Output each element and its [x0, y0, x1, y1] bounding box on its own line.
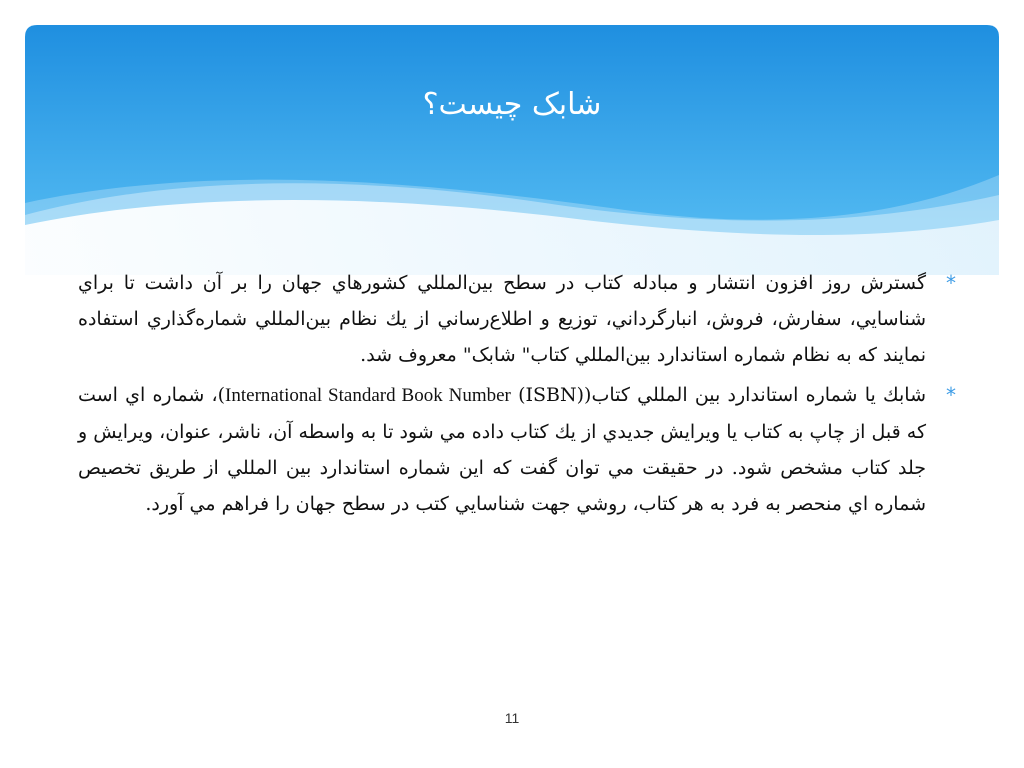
slide-title: شابک چیست؟: [422, 87, 602, 122]
list-item: [78, 377, 958, 522]
list-item: [78, 265, 958, 373]
bullet-text: گسترش روز افزون انتشار و مبادله کتاب در سطح بين‌المللي کشورهاي جهان را بر آن داشت تا براي شناسايي، سفارش، فروش، انبارگرداني، توزيع و اطلاع‌رساني از يك نظام بين‌المللي شماره‌گذاري استفاده نمايند كه به نظام شماره استاندارد بين‌المللي كتاب" شابک" معروف شد.: [78, 272, 926, 366]
asterisk-icon: *: [946, 383, 956, 407]
page-number: 11: [504, 710, 520, 726]
bullet-text-before: شابك يا شماره استاندارد بين المللي كتاب(: [584, 384, 926, 406]
asterisk-icon: *: [946, 271, 956, 295]
bullet-text-after: (ISBN))، شماره اي است كه قبل از چاپ به كتاب يا ويرايش جديدي از يك كتاب داده مي شود تا به واسطه آن، ناشر، عنوان، ويرايش و جلد كتاب مشخص شود. در حقيقت مي توان گفت كه اين شماره استاندارد بين المللي از طريق تخصيص شماره اي منحصر به فرد به هر كتاب، روشي جهت شناسايي كتب در سطح جهان را فراهم مي آورد.: [78, 384, 926, 515]
header-banner: [25, 25, 999, 275]
isbn-full-name: International Standard Book Number: [225, 385, 511, 406]
wave-background: [25, 25, 999, 275]
bullet-list: [78, 265, 958, 526]
